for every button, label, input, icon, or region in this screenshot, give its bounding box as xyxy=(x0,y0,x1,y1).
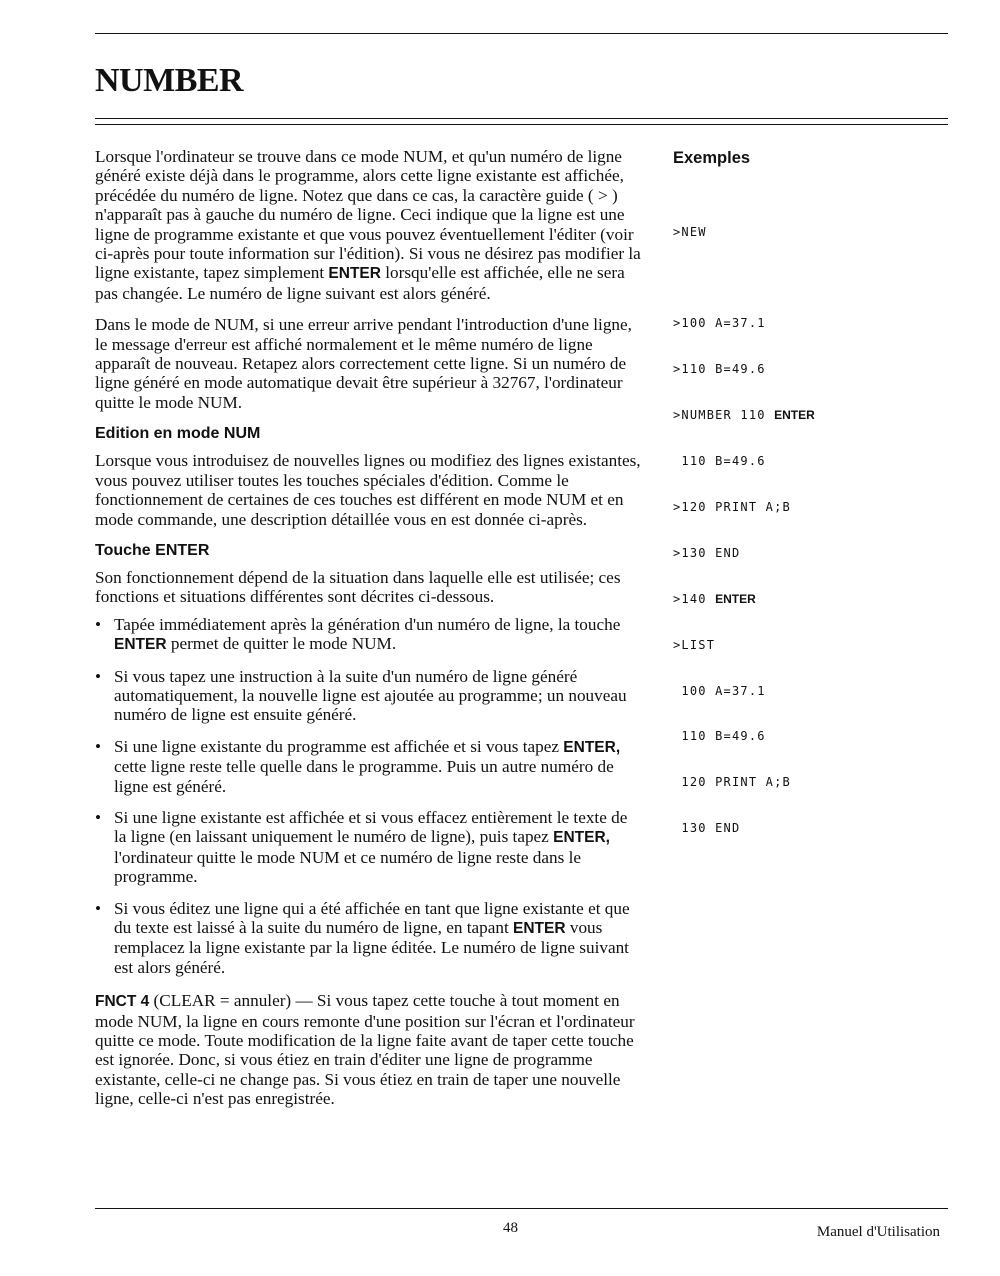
code-spacer xyxy=(673,270,953,285)
bullet-icon: • xyxy=(95,807,102,827)
main-column xyxy=(95,147,643,1121)
code-line: >100 A=37.1 xyxy=(673,316,766,331)
bullet-icon: • xyxy=(95,666,102,686)
footer-title: Manuel d'Utilisation xyxy=(816,1224,940,1240)
heading-touche-enter: Touche ENTER xyxy=(95,541,210,559)
bullet-icon: • xyxy=(95,736,102,756)
keyword-fnct4: FNCT 4 xyxy=(95,993,150,1011)
code-line xyxy=(673,408,953,423)
paragraph-text: (CLEAR = annuler) — Si vous tapez cette touche à tout moment en mode NUM, la ligne en cours remonte d'une position sur l'écran et l'ordinateur quitte ce mode. Toute modification de la ligne faite avant de taper cette touche est ignorée. Donc, si vous étiez en train d'éditer une ligne de programme existante, celle-ci ne change pas. Si vous étiez en train de taper une nouvelle ligne, celle-ci n'est pas enregistrée. xyxy=(95,991,635,1109)
list-item-text: cette ligne reste telle quelle dans le programme. Puis un autre numéro de ligne est généré. xyxy=(114,757,614,796)
paragraph-existing-line xyxy=(95,147,643,303)
list-item xyxy=(95,737,643,796)
list-item-text: Si une ligne existante du programme est affichée et si vous tapez xyxy=(114,736,564,756)
code-line: 100 A=37.1 xyxy=(673,683,766,698)
top-rule xyxy=(95,33,948,34)
paragraph-fnct4 xyxy=(95,991,643,1108)
keyword-enter: ENTER xyxy=(328,265,381,283)
list-item-text: l'ordinateur quitte le mode NUM et ce numéro de ligne reste dans le programme. xyxy=(114,847,582,887)
list-item-text: Si une ligne existante est affichée et si vous effacez entièrement le texte de la ligne (en laissant uniquement le numéro de ligne), puis tapez xyxy=(114,807,628,847)
bottom-rule xyxy=(95,1208,948,1209)
list-item-text: Tapée immédiatement après la génération d'un numéro de ligne, la touche xyxy=(114,614,621,634)
bullet-icon: • xyxy=(95,614,102,634)
list-item-text: permet de quitter le mode NUM. xyxy=(166,634,397,654)
code-line: 120 PRINT A;B xyxy=(673,775,791,790)
list-item xyxy=(95,899,643,978)
bullet-icon: • xyxy=(95,898,102,918)
code-line: >LIST xyxy=(673,637,716,652)
examples-column xyxy=(673,149,953,867)
page-number: 48 xyxy=(503,1220,518,1236)
code-line: 110 B=49.6 xyxy=(673,729,766,744)
examples-heading: Exemples xyxy=(673,149,751,167)
code-example xyxy=(673,194,953,867)
code-line: >NEW xyxy=(673,224,707,239)
list-item xyxy=(95,667,643,725)
keyword-enter: ENTER, xyxy=(563,738,621,756)
heading-edition-num: Edition en mode NUM xyxy=(95,425,261,443)
code-keyword-enter: ENTER xyxy=(715,591,756,606)
keyword-enter: ENTER xyxy=(114,636,167,654)
code-line: 110 B=49.6 xyxy=(673,454,766,469)
list-item-text: vous remplacez la ligne existante par la ligne éditée. Le numéro de ligne suivant est alors généré. xyxy=(114,918,629,977)
paragraph-edition: Lorsque vous introduisez de nouvelles lignes ou modifiez des lignes existantes, vous pouvez utiliser toutes les touches spéciales d'édition. Comme le fonctionnement de certaines de ces touches est différent en mode NUM et en mode commande, une description détaillée vous en est donnée ci-après. xyxy=(95,451,641,529)
keyword-enter: ENTER, xyxy=(553,829,610,847)
code-text: >140 xyxy=(673,591,716,606)
list-item-text: Si vous éditez une ligne qui a été affichée en tant que ligne existante et que du texte est laissé à la suite du numéro de ligne, en tapant xyxy=(114,898,630,937)
code-line: >130 END xyxy=(673,545,741,560)
code-keyword-enter: ENTER xyxy=(774,408,815,423)
list-item xyxy=(95,615,643,655)
paragraph-text: lorsqu'elle est affichée, elle ne sera pas changée. Le numéro de ligne suivant est alors généré. xyxy=(95,263,625,303)
enter-bullet-list xyxy=(95,615,643,978)
code-text: >NUMBER 110 xyxy=(673,408,775,423)
code-line: >110 B=49.6 xyxy=(673,362,766,377)
paragraph-enter-intro: Son fonctionnement dépend de la situation dans laquelle elle est utilisée; ces fonctions et situations différentes sont décrites ci-dessous. xyxy=(95,567,621,607)
paragraph-text: Lorsque l'ordinateur se trouve dans ce mode NUM, et qu'un numéro de ligne généré existe déjà dans le programme, alors cette ligne existante est affichée, précédée du numéro de ligne. Notez que dans ce cas, la caractère guide ( > ) n'apparaît pas à gauche du numéro de ligne. Ceci indique que la ligne est une ligne de programme existante et que vous pouvez éventuellement l'éditer (voir ci-après pour toute information sur l'édition). Si vous ne désirez pas modifier la ligne existante, tapez simplement xyxy=(95,147,641,283)
title-double-rule xyxy=(95,118,948,125)
code-line: >120 PRINT A;B xyxy=(673,499,791,514)
code-line xyxy=(673,592,953,607)
code-line: 130 END xyxy=(673,821,741,836)
keyword-enter: ENTER xyxy=(513,920,566,937)
list-item-text: Si vous tapez une instruction à la suite d'un numéro de ligne généré automatiquement, la nouvelle ligne est ajoutée au programme; un nouveau numéro de ligne est ensuite généré. xyxy=(114,666,627,725)
page-title: NUMBER xyxy=(95,62,244,99)
list-item xyxy=(95,808,643,887)
paragraph-error: Dans le mode de NUM, si une erreur arrive pendant l'introduction d'une ligne, le message d'erreur est affiché normalement et le même numéro de ligne apparaît de nouveau. Retapez alors correctement cette ligne. Si un numéro de ligne généré en mode automatique devait être supérieur à 32767, l'ordinateur quitte le mode NUM. xyxy=(95,315,632,412)
